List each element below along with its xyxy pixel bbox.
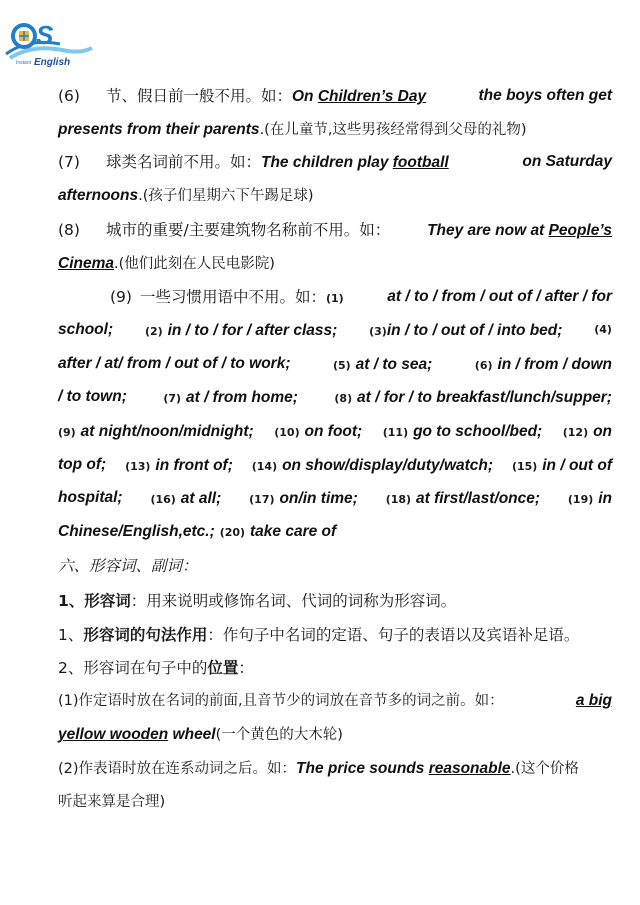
example-en: They are now at	[427, 222, 549, 239]
phrase: after / at/ from / out of / to work;	[58, 355, 291, 372]
function-label-2: 的句法作用	[129, 626, 208, 644]
item-9-line-6	[58, 454, 612, 478]
item-9-line-2	[58, 319, 612, 343]
phrase: on show/display/duty/watch;	[282, 457, 494, 474]
phrase-number: (8)	[334, 392, 353, 405]
phrase: in	[598, 490, 612, 507]
phrase: in / to / out of / into bed;	[386, 322, 563, 339]
phrase-number: (2)	[144, 325, 163, 338]
phrase-number: (5)	[332, 359, 351, 372]
svg-text:English: English	[34, 57, 71, 68]
position-prefix: 2、形容词在句子中的	[58, 659, 208, 677]
example-en: presents from their parents	[58, 121, 260, 138]
phrase: / to town;	[58, 388, 127, 405]
phrase: at first/last/once;	[416, 490, 541, 507]
phrase: on/in time;	[279, 490, 358, 507]
section-heading: 六、形容词、副词：	[58, 557, 198, 575]
item-9-line-5	[58, 420, 612, 444]
item-6-line-2	[58, 118, 612, 141]
phrase-number: (13)	[125, 460, 151, 473]
function-text: ：作句子中名词的定语、句子的表语以及宾语补足语。	[207, 626, 580, 644]
rule-text: 节、假日前一般不用。如：	[105, 87, 292, 105]
position-colon: ：	[238, 659, 254, 677]
phrase-number: (15)	[511, 460, 538, 473]
item-number: (8)	[58, 221, 80, 239]
phrase: top of;	[58, 456, 107, 473]
example-en-underlined: yellow wooden	[58, 726, 169, 743]
item-8-line-2	[58, 252, 612, 275]
example-en-underlined: a big	[575, 692, 612, 709]
phrase-number: (4)	[594, 323, 612, 336]
phrase: go to school/bed;	[413, 423, 543, 440]
position-rule-2-line-2	[58, 790, 612, 813]
svg-text:Instant: Instant	[16, 60, 32, 66]
item-6-line-1	[58, 85, 612, 108]
item-9-line-3	[58, 353, 612, 377]
phrase-number: (14)	[251, 460, 278, 473]
phrase: at / from home;	[185, 389, 298, 406]
item-9-line-8	[58, 520, 612, 544]
phrase: at / for / to breakfast/lunch/supper;	[357, 389, 612, 406]
adjective-definition	[58, 590, 612, 612]
item-7-line-2	[58, 184, 612, 207]
phrase: school;	[58, 321, 114, 338]
phrase: at night/noon/midnight;	[80, 423, 254, 440]
adjective-function	[58, 624, 612, 646]
phrase: on	[593, 423, 612, 440]
phrase-number: (17)	[249, 493, 275, 506]
example-en: afternoons	[58, 187, 139, 204]
instant-english-logo	[2, 14, 94, 70]
phrase-number: (18)	[385, 493, 412, 506]
example-en: The children play	[260, 154, 393, 171]
translation: (一个黄色的大木轮)	[215, 727, 343, 743]
position-rule-1-line-1	[58, 690, 612, 712]
phrase-number: (19)	[567, 493, 594, 506]
translation: .(在儿童节,这些男孩经常得到父母的礼物)	[259, 122, 527, 138]
example-en: The price sounds	[296, 760, 429, 777]
example-en-underlined: football	[392, 154, 449, 171]
example-en-underlined: reasonable	[428, 760, 511, 777]
phrase: at all;	[180, 490, 222, 507]
translation: .(这个价格	[510, 761, 579, 777]
phrase-number: (9)	[58, 426, 76, 439]
adjective-position	[58, 657, 612, 679]
phrase: in / to / for / after class;	[167, 322, 338, 339]
example-en: On	[291, 88, 318, 105]
phrase: on foot;	[304, 423, 363, 440]
translation: .(孩子们星期六下午踢足球)	[138, 188, 314, 204]
position-rule-2-line-1	[58, 757, 612, 780]
definition-label: 1、形容词	[58, 592, 131, 610]
item-9-line-4	[58, 386, 612, 410]
definition-text: ：用来说明或修饰名词、代词的词称为形容词。	[130, 592, 457, 610]
item-number: (7)	[58, 153, 80, 171]
phrase-number: (16)	[150, 493, 176, 506]
phrase: at / to sea;	[355, 356, 433, 373]
example-en-underlined: People’s	[548, 222, 612, 239]
example-en: on Saturday	[522, 153, 612, 170]
translation: .(他们此刻在人民电影院)	[114, 256, 275, 272]
example-en-underlined: Children’s Day	[317, 88, 427, 105]
phrase-number: (1)	[325, 292, 344, 305]
example-en: wheel	[168, 726, 216, 743]
rule-text: 球类名词前不用。如：	[105, 153, 261, 171]
item-number: (9)	[110, 288, 132, 306]
function-label-1: 形容词	[83, 626, 130, 644]
phrase: Chinese/English,etc.;	[58, 523, 215, 540]
function-prefix: 1、	[58, 626, 84, 644]
example-en: the boys often get	[478, 87, 612, 104]
phrase: take care of	[250, 523, 337, 540]
phrase: in / from / down	[497, 356, 612, 373]
item-8-line-1	[58, 219, 612, 242]
phrase-number: (12)	[562, 426, 589, 439]
phrase: in / out of	[542, 457, 612, 474]
phrase-number: (7)	[163, 392, 182, 405]
position-label: 位置	[207, 659, 239, 677]
phrase: hospital;	[58, 489, 123, 506]
translation: 听起来算是合理)	[58, 794, 166, 810]
rule-text: (2)作表语时放在连系动词之后。如：	[58, 761, 297, 777]
phrase: in front of;	[155, 457, 233, 474]
item-7-line-1	[58, 151, 612, 174]
svg-text:S: S	[36, 20, 54, 50]
phrase: at / to / from / out of / after / for	[387, 288, 612, 305]
rule-text: (1)作定语时放在名词的前面,且音节少的词放在音节多的词之前。如：	[58, 693, 504, 709]
phrase-number: (10)	[274, 426, 300, 439]
phrase-number: (3)	[369, 325, 387, 338]
example-en-underlined: Cinema	[58, 255, 114, 272]
item-9-line-1	[58, 286, 612, 310]
position-rule-1-line-2	[58, 723, 612, 746]
phrase-number: (11)	[382, 426, 409, 439]
item-9-line-7	[58, 487, 612, 511]
rule-text: 城市的重要/主要建筑物名称前不用。如：	[105, 221, 391, 239]
phrase-number: (6)	[474, 359, 493, 372]
rule-text: 一些习惯用语中不用。如：	[139, 288, 326, 306]
item-number: (6)	[58, 87, 80, 105]
phrase-number: (20)	[219, 526, 246, 539]
